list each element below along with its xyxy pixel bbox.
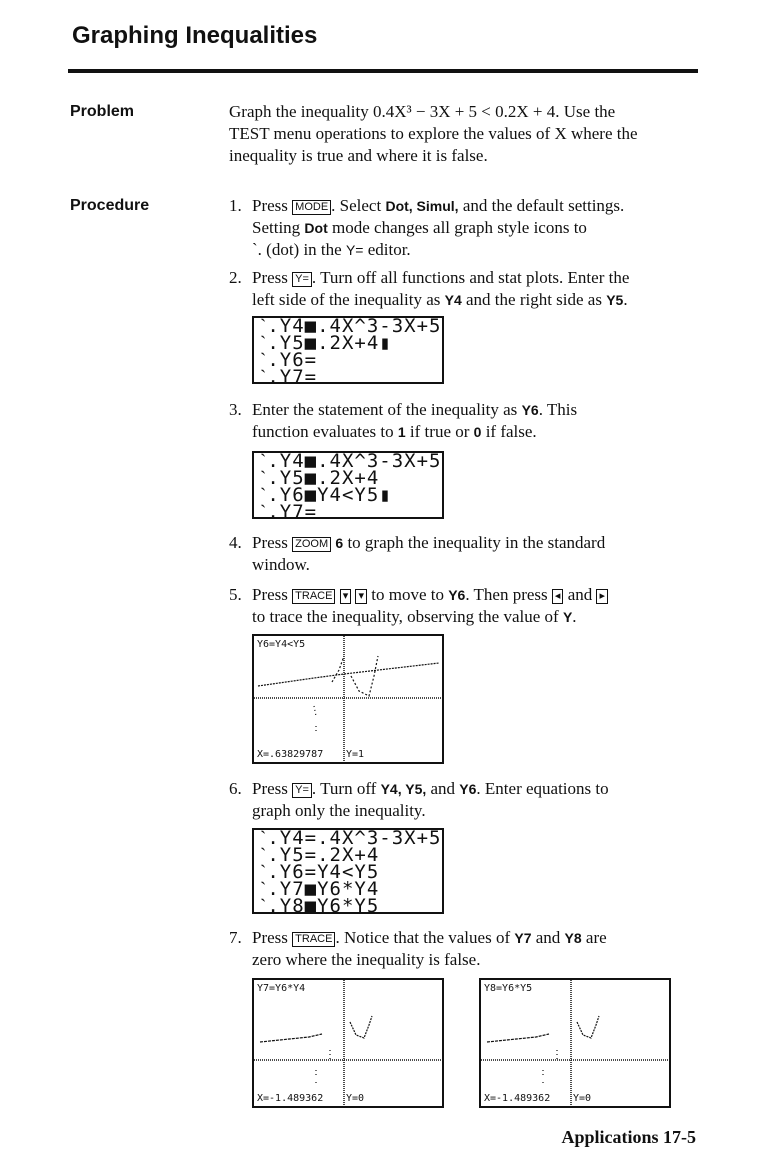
graph-x-readout: X=-1.489362	[484, 1093, 551, 1104]
step-number: 2.	[229, 268, 242, 287]
graph-screen-2	[252, 978, 444, 1108]
graph-label: Y7=Y6*Y4	[257, 983, 306, 994]
step-6: Press Y= . Turn off Y4, Y5, and Y6. Enter equations to graph only the inequality.	[252, 779, 609, 820]
step-2: Press Y= . Turn off all functions and stat plots. Enter the left side of the inequality as Y4 and the right side as Y5.	[252, 268, 630, 309]
graph-x-readout: X=.63829787	[257, 749, 324, 760]
down-arrow-key: ▾	[355, 589, 367, 604]
screen-line: ˋ.Y7=	[260, 501, 318, 523]
screen-line: ˋ.Y8■Y6*Y5	[260, 895, 380, 917]
screen-line: ˋ.Y7=	[260, 366, 318, 388]
problem-line: inequality is true and where it is false.	[229, 146, 488, 165]
screen-line: ˋ.Y4■.4X^3-3X+5	[260, 450, 442, 472]
screen-line: ˋ.Y4■.4X^3-3X+5	[260, 315, 442, 337]
graph-label: Y8=Y6*Y5	[484, 983, 533, 994]
graph-plot	[481, 980, 669, 1106]
screen-line: ˋ.Y5■.2X+4	[260, 467, 380, 489]
screen-line: ˋ.Y5■.2X+4▮	[260, 332, 392, 354]
step-3: Enter the statement of the inequality as Y6. This function evaluates to 1 if true or 0 if false.	[252, 400, 578, 441]
zoom-key: ZOOM	[292, 537, 331, 552]
step-7: Press TRACE . Notice that the values of Y7 and Y8 are zero where the inequality is false.	[252, 928, 607, 969]
calculator-screen-3	[252, 827, 444, 917]
step-number: 7.	[229, 928, 242, 947]
graph-y-readout: Y=0	[573, 1093, 592, 1104]
screen-line: ˋ.Y5=.2X+4	[260, 844, 380, 866]
screen-line: ˋ.Y6=Y4<Y5	[260, 861, 380, 883]
step-number: 6.	[229, 779, 242, 798]
page-footer: Applications 17-5	[561, 1127, 696, 1147]
problem-text	[229, 101, 704, 167]
graph-screen-3	[479, 978, 671, 1108]
trace-key: TRACE	[292, 589, 335, 604]
step-number: 1.	[229, 196, 242, 215]
graph-plot	[254, 980, 442, 1106]
graph-x-readout: X=-1.489362	[257, 1093, 324, 1104]
page-title: Graphing Inequalities	[72, 22, 318, 49]
step-1: Press MODE . Select Dot, Simul, and the default settings. Setting Dot mode changes all graph style icons to ˋ. (dot) in the Y= editor.	[252, 196, 625, 259]
graph-screen-1	[252, 634, 444, 764]
problem-line: Graph the inequality 0.4X³ − 3X + 5 < 0.2X + 4. Use the	[229, 102, 616, 121]
graph-plot	[254, 636, 442, 762]
step-5: Press TRACE ▾ ▾ to move to Y6. Then press ◂ and ▸ to trace the inequality, observing the value of Y.	[252, 584, 712, 628]
calculator-screen-2	[252, 450, 444, 523]
mode-key: MODE	[292, 200, 331, 215]
calculator-screen-1	[252, 315, 444, 388]
down-arrow-key: ▾	[340, 589, 352, 604]
step-number: 4.	[229, 533, 242, 552]
screen-line: ˋ.Y7■Y6*Y4	[260, 878, 380, 900]
title-rule	[68, 69, 698, 73]
screen-line: ˋ.Y4=.4X^3-3X+5	[260, 827, 442, 849]
screen-line: ˋ.Y6=	[260, 349, 318, 371]
step-number: 3.	[229, 400, 242, 419]
procedure-label: Procedure	[70, 197, 150, 214]
trace-key: TRACE	[292, 932, 335, 947]
graph-y-readout: Y=0	[346, 1093, 365, 1104]
step-4: Press ZOOM 6 to graph the inequality in the standard window.	[252, 533, 606, 574]
right-arrow-key: ▸	[596, 589, 608, 604]
screen-line: ˋ.Y6■Y4<Y5▮	[260, 484, 392, 506]
problem-line: TEST menu operations to explore the values of X where the	[229, 124, 638, 143]
graph-label: Y6=Y4<Y5	[257, 639, 306, 650]
problem-label: Problem	[70, 103, 135, 120]
y-equals-key: Y=	[292, 272, 312, 287]
step-number: 5.	[229, 585, 242, 604]
left-arrow-key: ◂	[552, 589, 564, 604]
graph-y-readout: Y=1	[346, 749, 365, 760]
y-equals-key: Y=	[292, 783, 312, 798]
